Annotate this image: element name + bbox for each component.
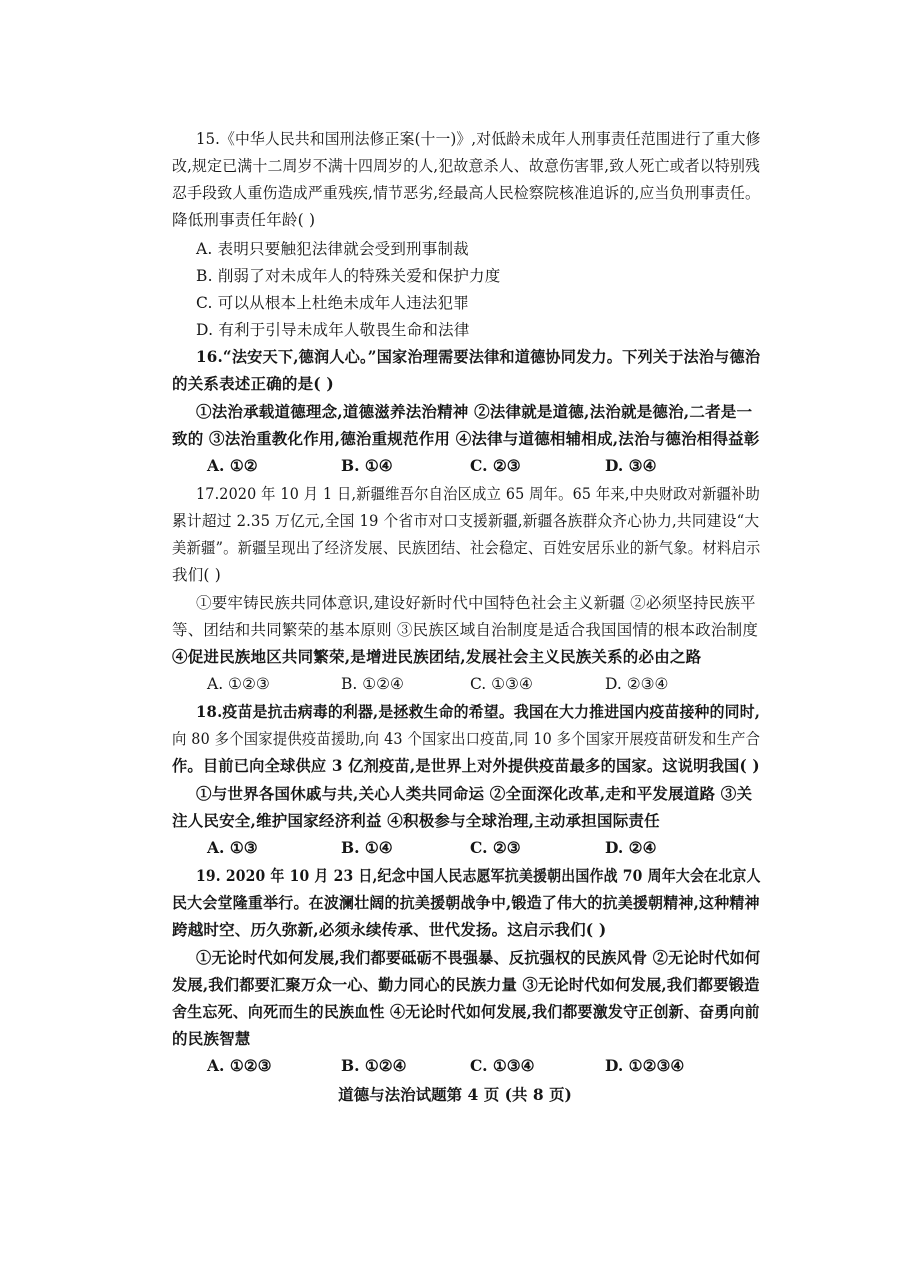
q18-option-a: A. ①③ (207, 838, 258, 857)
q17-statement-line-2: 等、团结和共同繁荣的基本原则 ③民族区域自治制度是适合我国国情的根本政治制度 (172, 621, 759, 639)
page-footer: 道德与法治试题第 4 页 (共 8 页) (338, 1085, 572, 1104)
q16-option-b: B. ①④ (341, 456, 393, 475)
q18-stem-line-2: 向 80 多个国家提供疫苗援助,向 43 个国家出口疫苗,同 10 多个国家开展疫苗研发和生产合 (172, 730, 761, 748)
q17-option-c: C. ①③④ (470, 675, 533, 693)
q15-choice-a: A. 表明只要触犯法律就会受到刑事制裁 (196, 240, 469, 258)
q17-statement-line-1: ①要牢铸民族共同体意识,建设好新时代中国特色社会主义新疆 ②必须坚持民族平 (196, 594, 756, 612)
q18-statement-line-1: ①与世界各国休戚与共,关心人类共同命运 ②全面深化改革,走和平发展道路 ③关 (196, 784, 753, 803)
q19-statement-line-2: 发展,我们都要汇聚万众一心、勤力同心的民族力量 ③无论时代如何发展,我们都要锻造 (172, 975, 760, 994)
q19-stem-line-2: 民大会堂隆重举行。在波澜壮阔的抗美援朝战争中,锻造了伟大的抗美援朝精神,这种精神 (172, 893, 760, 912)
q17-option-b: B. ①②④ (341, 675, 404, 693)
q15-stem-line-1: 15.《中华人民共和国刑法修正案(十一)》,对低龄未成年人刑事责任范围进行了重大修 (196, 130, 761, 148)
q19-statement-line-3: 舍生忘死、向死而生的民族血性 ④无论时代如何发展,我们都要激发守正创新、奋勇向前 (172, 1002, 760, 1021)
q15-choice-d: D. 有利于引导未成年人敬畏生命和法律 (196, 321, 470, 339)
q19-option-b: B. ①②④ (341, 1056, 407, 1075)
q19-stem-line-1: 19. 2020 年 10 月 23 日,纪念中国人民志愿军抗美援朝出国作战 70 周年大会在北京人 (196, 866, 761, 885)
q16-statement-line-1: ①法治承载道德理念,道德滋养法治精神 ②法律就是道德,法治就是德治,二者是一 (196, 402, 753, 421)
q16-option-c: C. ②③ (470, 456, 521, 475)
q16-stem-line-1: 16.“法安天下,德润人心。”国家治理需要法律和道德协同发力。下列关于法治与德治 (196, 347, 761, 366)
q15-stem-line-3: 忍手段致人重伤造成严重残疾,情节恶劣,经最高人民检察院核准追诉的,应当负刑事责任。 (172, 184, 761, 202)
q17-statement-line-3: ④促进民族地区共同繁荣,是增进民族团结,发展社会主义民族关系的必由之路 (172, 647, 702, 666)
q17-stem-line-2: 累计超过 2.35 万亿元,全国 19 个省市对口支援新疆,新疆各族群众齐心协力,共同建设“大 (172, 512, 760, 530)
q18-statement-line-2: 注人民安全,维护国家经济利益 ④积极参与全球治理,主动承担国际责任 (172, 811, 660, 830)
q17-option-a: A. ①②③ (207, 675, 270, 693)
q17-stem-line-3: 美新疆”。新疆呈现出了经济发展、民族团结、社会稳定、百姓安居乐业的新气象。材料启示 (172, 539, 761, 557)
q15-choice-b: B. 削弱了对未成年人的特殊关爱和保护力度 (196, 267, 501, 285)
q19-option-c: C. ①③④ (470, 1056, 535, 1075)
q16-option-a: A. ①② (207, 456, 258, 475)
q17-stem-line-4: 我们( ) (172, 566, 222, 584)
q18-option-c: C. ②③ (470, 838, 521, 857)
q19-option-d: D. ①②③④ (605, 1056, 685, 1075)
q15-stem-line-2: 改,规定已满十二周岁不满十四周岁的人,犯故意杀人、故意伤害罪,致人死亡或者以特别残 (172, 157, 761, 175)
q19-stem-line-3: 跨越时空、历久弥新,必须永续传承、世代发扬。这启示我们( ) (172, 920, 607, 939)
q19-statement-line-4: 的民族智慧 (172, 1029, 251, 1048)
q18-stem-line-1: 18.疫苗是抗击病毒的利器,是拯救生命的希望。我国在大力推进国内疫苗接种的同时, (196, 702, 761, 721)
q16-stem-line-2: 的关系表述正确的是( ) (172, 374, 334, 393)
q19-option-a: A. ①②③ (207, 1056, 272, 1075)
q15-choice-c: C. 可以从根本上杜绝未成年人违法犯罪 (196, 294, 469, 312)
q17-option-d: D. ②③④ (605, 675, 669, 693)
q17-stem-line-1: 17.2020 年 10 月 1 日,新疆维吾尔自治区成立 65 周年。65 年来,中央财政对新疆补助 (196, 485, 761, 503)
q18-option-b: B. ①④ (341, 838, 393, 857)
q16-statement-line-2: 致的 ③法治重教化作用,德治重规范作用 ④法律与道德相辅相成,法治与德治相得益彰 (172, 429, 760, 448)
q15-stem-line-4: 降低刑事责任年龄( ) (172, 211, 316, 229)
q18-option-d: D. ②④ (605, 838, 657, 857)
q19-statement-line-1: ①无论时代如何发展,我们都要砥砺不畏强暴、反抗强权的民族风骨 ②无论时代如何 (196, 948, 761, 967)
q18-stem-line-3: 作。目前已向全球供应 3 亿剂疫苗,是世界上对外提供疫苗最多的国家。这说明我国( ) (172, 756, 760, 775)
q16-option-d: D. ③④ (605, 456, 657, 475)
